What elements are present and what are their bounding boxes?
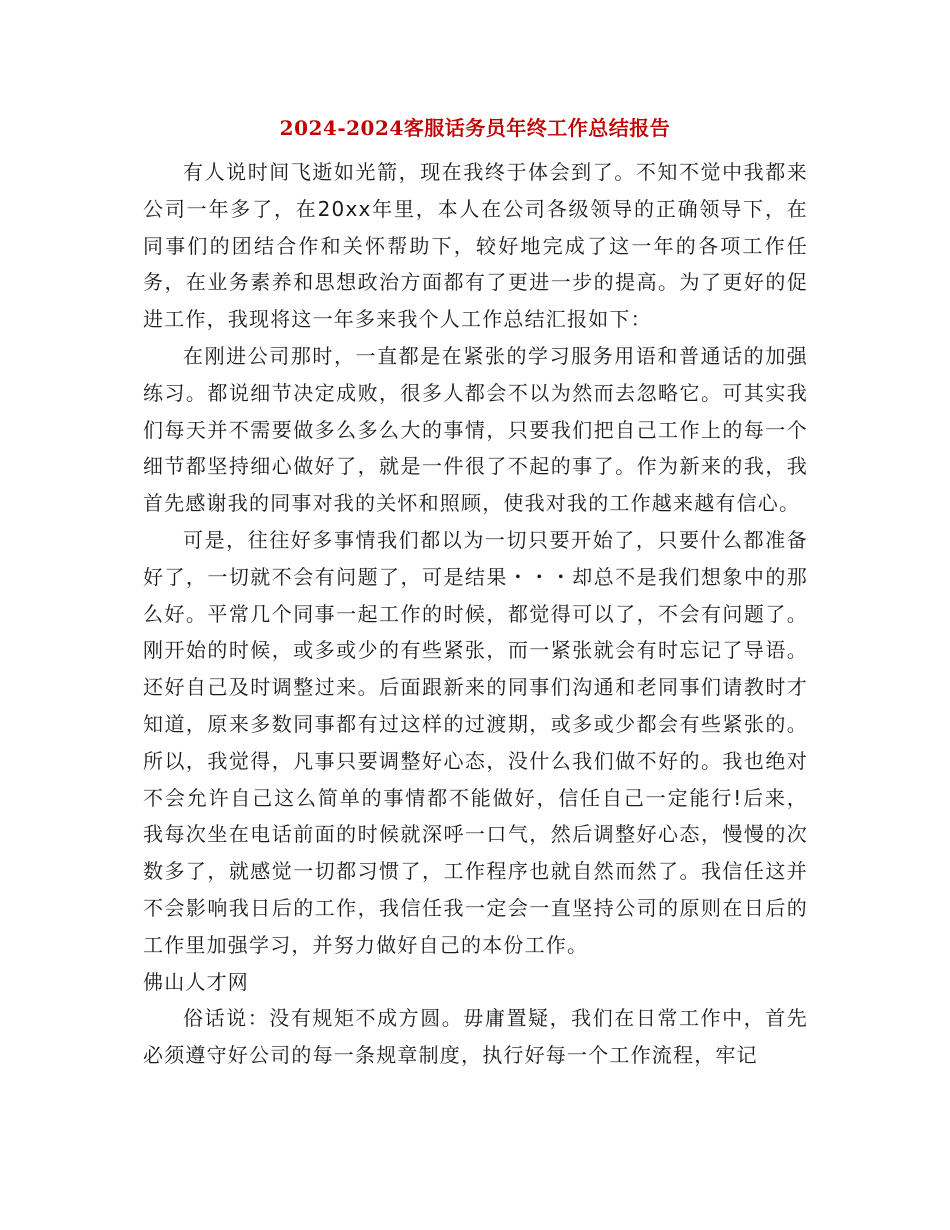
paragraph-rules: 俗话说：没有规矩不成方圆。毋庸置疑，我们在日常工作中，首先必须遵守好公司的每一条规章制度，执行好每一个工作流程，牢记 bbox=[143, 1006, 808, 1068]
paragraph-intro: 有人说时间飞逝如光箭，现在我终于体会到了。不知不觉中我都来公司一年多了，在20xx年里，本人在公司各级领导的正确领导下，在同事们的团结合作和关怀帮助下，较好地完成了这一年的各项工作任务，在业务素养和思想政治方面都有了更进一步的提高。为了更好的促进工作，我现将这一年多来我个人工作总结汇报如下： bbox=[143, 160, 808, 332]
document-body bbox=[143, 154, 808, 1074]
document-title: 2024-2024客服话务员年终工作总结报告 bbox=[279, 116, 671, 140]
paragraph-training: 在刚进公司那时，一直都是在紧张的学习服务用语和普通话的加强练习。都说细节决定成败，很多人都会不以为然而去忽略它。可其实我们每天并不需要做多么多么大的事情，只要我们把自己工作上的每一个细节都坚持细心做好了，就是一件很了不起的事了。作为新来的我，我首先感谢我的同事对我的关怀和照顾，使我对我的工作越来越有信心。 bbox=[143, 343, 808, 516]
source-note: 佛山人才网 bbox=[143, 969, 249, 994]
paragraph-adjustment: 可是，往往好多事情我们都以为一切只要开始了，只要什么都准备好了，一切就不会有问题了，可是结果・・・却总不是我们想象中的那么好。平常几个同事一起工作的时候，都觉得可以了，不会有问题了。刚开始的时候，或多或少的有些紧张，而一紧张就会有时忘记了导语。还好自己及时调整过来。后面跟新来的同事们沟通和老同事们请教时才知道，原来多数同事都有过这样的过渡期，或多或少都会有些紧张的。所以，我觉得，凡事只要调整好心态，没什么我们做不好的。我也绝对不会允许自己这么简单的事情都不能做好，信任自己一定能行!后来，我每次坐在电话前面的时候就深呼一口气，然后调整好心态，慢慢的次数多了，就感觉一切都习惯了，工作程序也就自然而然了。我信任这并不会影响我日后的工作，我信任我一定会一直坚持公司的原则在日后的工作里加强学习，并努力做好自己的本份工作。 bbox=[143, 527, 808, 957]
